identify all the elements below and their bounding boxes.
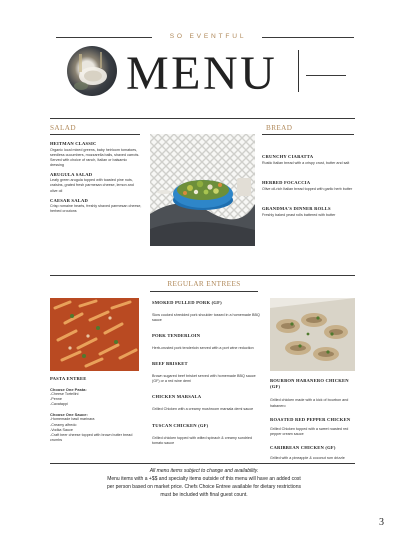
entree-item: ROASTED RED PEPPER CHICKEN Grilled Chicken topped with a sweet roasted red pepper cream sauce — [270, 416, 351, 436]
title-divider — [298, 50, 299, 92]
pasta-photo — [50, 298, 139, 371]
entree-item: TUSCAN CHICKEN (GF) Grilled chicken topped with wilted spinach & creamy sundried tomato sauce — [152, 422, 253, 445]
salad-list — [50, 141, 142, 214]
footer-rule — [50, 463, 355, 464]
footer-line: Menu items with a +$$ and specialty items outside of this menu will have an added cost — [107, 476, 301, 483]
page-number: 3 — [379, 517, 384, 528]
entrees-underline — [150, 291, 258, 292]
entree-item: CHICKEN MARSALA Grilled Chicken with a creamy mushroom marsala demi sauce — [152, 394, 254, 412]
entree-item: BOURBON HABANERO CHICKEN (GF) Grilled chicken made with a kick of bourbon and habanero — [270, 378, 349, 408]
chicken-photo — [270, 298, 355, 371]
salad-photo — [150, 134, 255, 246]
salad-underline — [50, 134, 140, 135]
pasta-entree: PASTA ENTREE Choose One Pasta: -Cheese Tortellini -Penne -Cavatappi Choose One Sauce: -Homemade basil marinara -Creamy alfredo -Vodka Sauce -Craft beer cheese topped with brown butter bread crumbs — [50, 376, 133, 442]
footer-line: must be included with final guest count. — [160, 492, 248, 499]
section-rule-top — [50, 118, 355, 119]
entrees-right-list — [270, 378, 358, 461]
entree-item: CARIBBEAN CHICKEN (GF) Grilled with a pineapple & coconut rum drizzle — [270, 444, 345, 460]
entrees-rule-top — [50, 275, 355, 276]
header-tagline: SO EVENTFUL — [169, 33, 247, 40]
bread-item: HERBED FOCACCIA Olive oil-rich Italian bread topped with garlic herb butter — [262, 180, 353, 192]
salad-title: SALAD — [50, 124, 76, 132]
page-title: MENU — [126, 47, 278, 100]
header-rule-left — [56, 37, 152, 38]
salad-item: CAESAR SALAD Crisp romaine hearts, freshly shaved parmesan cheese, herbed croutons — [50, 197, 142, 214]
entree-item: PORK TENDERLOIN Herb-crusted pork tenderloin served with a port wine reduction — [152, 333, 254, 351]
footer-line: per person based on market price. Chefs Choice Entree available for dietary restrictions — [107, 484, 301, 491]
entrees-middle-list — [152, 300, 262, 446]
bread-item: GRANDMA'S DINNER ROLLS Freshly baked yeast rolls battered with butter — [262, 206, 336, 218]
bread-list — [262, 154, 354, 218]
footer-notes — [60, 467, 348, 499]
salad-item: HEITMAN CLASSIC Organic local mixed greens, baby heirloom tomatoes, seedless cucumbers, mozzarella balls, shaved carrots. Served with choice of ranch, Italian or balsamic dressing — [50, 141, 140, 167]
entree-item: BEEF BRISKET Brown sugared beef brisket served with homemade BBQ sauce (GF) or a red wine demi — [152, 361, 256, 384]
bread-underline — [262, 134, 354, 135]
footer-line: All menu items subject to change and availability. — [149, 468, 259, 474]
entree-item: SMOKED PULLED PORK (GF) Slow cooked shredded pork shoulder tossed in a homemade BBQ sauce — [152, 300, 260, 323]
header-rule-right — [262, 37, 354, 38]
table-setting-photo — [67, 46, 117, 96]
bread-title: BREAD — [266, 124, 293, 132]
entrees-title: REGULAR ENTREES — [167, 280, 241, 288]
title-dash — [306, 75, 346, 76]
salad-item: ARUGULA SALAD Leafy green arugula topped with toasted pine nuts, craisins, grated fresh parmesan cheese, lemon and olive oil — [50, 171, 134, 193]
bread-item: CRUNCHY CIABATTA Rustic Italian bread with a crispy crust, butter and salt — [262, 154, 350, 165]
